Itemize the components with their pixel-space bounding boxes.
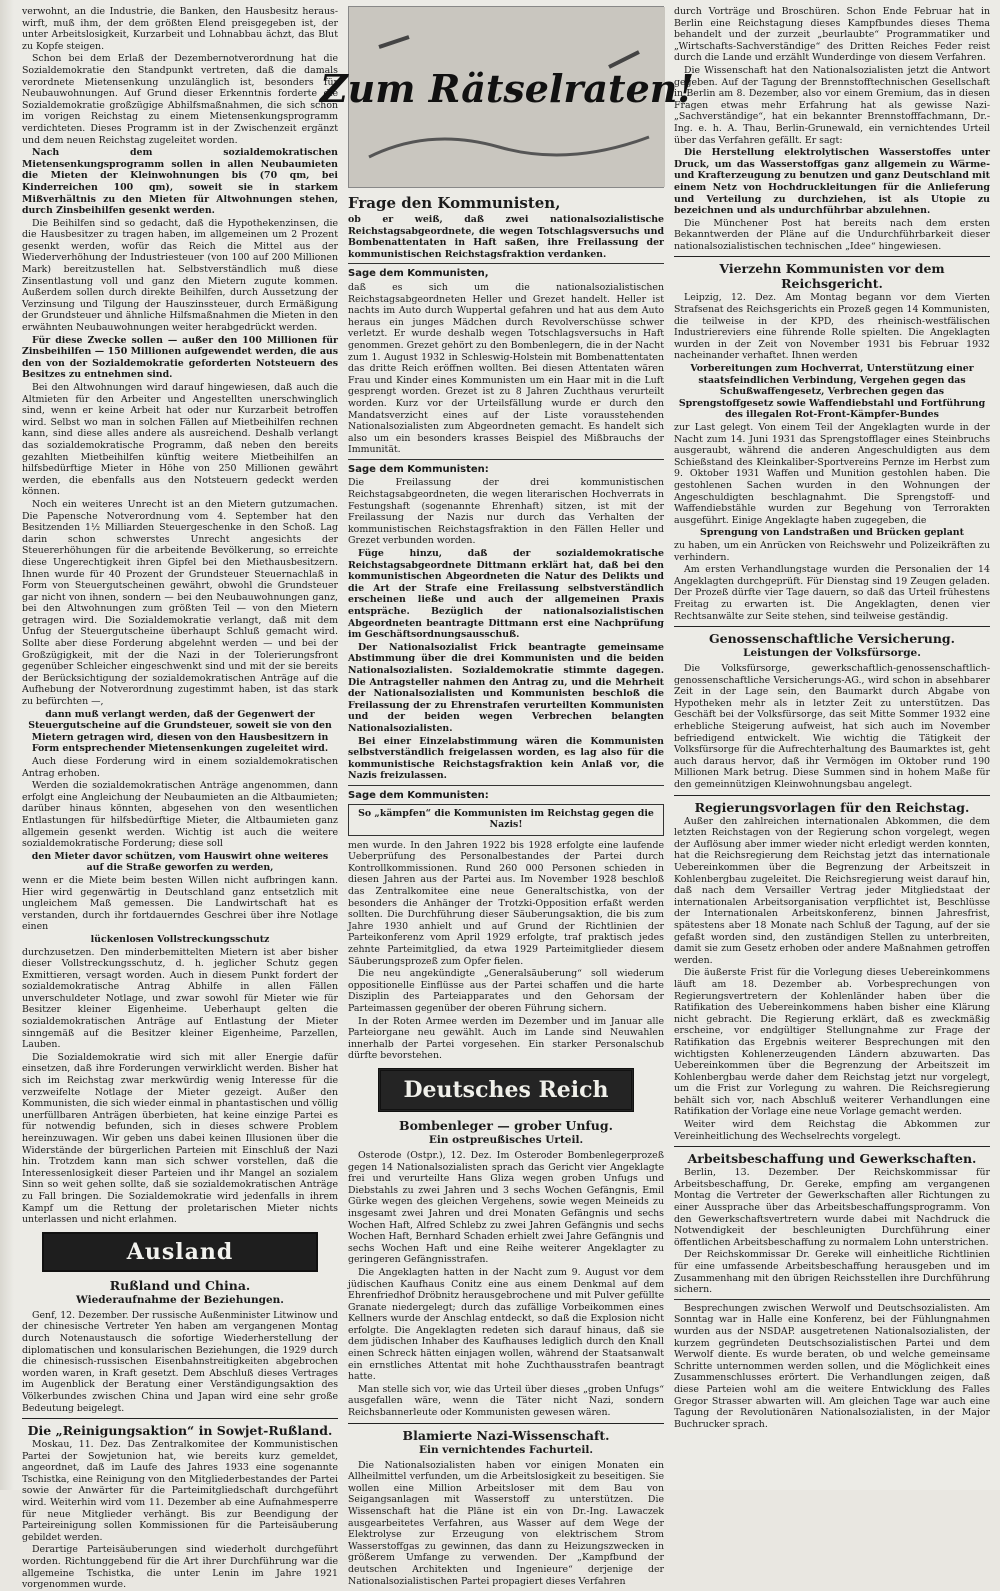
article-text: Bei den Altwohnungen wird darauf hingewiesen, daß auch die Altmieten für den Arbeiter und Angestellten unerschwinglich sind, wenn er keine Arbeit hat oder nur Kurzarbeit betroffen wird. Selbst wo man in solchen Fällen auf Mietbeihilfen rechnen kann, sind diese alles andere als ausreichend. Deshalb verlangt das sozialdemokratische Programm, daß neben den bereits gezahlten Mietbeihilfen künftig weitere Mietbeihilfen an hilfsbedürftige Mieter in Höhe von 250 Millionen gewährt werden, die ebenfalls aus den Notsteuern gedeckt werden können. (22, 382, 338, 498)
headline: Arbeitsbeschaffung und Gewerkschaften. (687, 1151, 977, 1167)
divider (22, 1418, 338, 1419)
article-text: Auch diese Forderung wird in einem sozialdemokratischen Antrag erhoben. (22, 756, 338, 779)
article-text: Besprechungen zwischen Werwolf und Deutschsozialisten. Am Sonntag war in Halle eine Konferenz, bei der Fühlungnahmen wurden aus der NSDAP. ausgetretenen Nationalsozialisten, der kurzem gegründeten Deutschsozialistischen Partei und dem Werwolf diente. Es wurde beraten, ob und welche gemeinsame Schritte unternommen werden sollen, und die Möglichkeit eines Zusammenschlusses erörtert. Die Verhandlungen zeigen, daß diese Parteien wohl am die weitere Entwicklung des Falles Gregor Strasser abwarten will. Am gleichen Tage war auch eine Tagung der Revolutionären Nationalsozialisten, in der Major Buchrucker sprach. (674, 1302, 990, 1430)
cartoon-drawing (319, 7, 695, 187)
divider (348, 263, 664, 264)
headline: Die „Reinigungsaktion“ in Sowjet-Rußland. (27, 1423, 333, 1439)
headline: Genossenschaftliche Versicherung. (708, 631, 956, 647)
article-text: Berlin, 13. Dezember. Der Reichskommissar für Arbeitsbeschaffung, Dr. Gereke, empfing am vergangenen Montag die Vertreter der Gewerkschaften aller Richtungen zu einer Aussprache über das Arbeitsbeschaffungsprogramm. Von den Gewerkschaftsvertretern wurde dabei mit Nachdruck die Notwendigkeit der beschleunigten Durchführung einer öffentlichen Arbeitsbeschaffung zu normalem Lohn unterstrichen. (674, 1167, 990, 1248)
quote-box (348, 804, 664, 836)
divider (674, 626, 990, 627)
headline: Regierungsvorlagen für den Reichstag. (694, 799, 970, 815)
article-text: Die neu angekündigte „Generalsäuberung“ soll wiederum oppositionelle Einflüsse aus der Partei schaffen und die harte Disziplin des Parteiapparates und den Gehorsam der Parteimassen gegenüber der oberen Führung sichern. (348, 968, 664, 1014)
article-text: Die Beihilfen sind so gedacht, daß die Hypothekenzinsen, die die Hausbesitzer zu tragen haben, im allgemeinen um 2 Prozent gesenkt werden, wofür das Reich die Mittel aus der Wiederverhöhung der Industriesteuer (von 100 auf 200 Millionen Mark) bereitzustellen hat. Selbstverständlich muß diese Zinsentlastung voll und ganz den Mietern zugute kommen. Außerdem sollen durch direkte Beihilfen, durch Aussetzung der Verzinsung und Tilgung der Hauszinssteuer, durch Ermäßigung der Grundsteuer und ähnliche Hilfsmaßnahmen die Mieten in den erwähnten Neubauwohnungen weiter herabgedrückt werden. (22, 217, 338, 334)
article-text: Die Freilassung der drei kommunistischen Reichstagsabgeordneten, die wegen literarischen Hochverrats in Festungshaft (sogenannte Ehrenhaft) sitzen, ist mit der Freilassung der Nazis nur durch das Verhalten der kommunistischen Reichstagsfraktion in den Fällen Heller und Grezet verbunden worden. (348, 477, 664, 547)
article-text: wenn er die Miete beim besten Willen nicht aufbringen kann. Hier wird gegenwärtig in Deutschland ganz entsetzlich mit ungleichem Maß gemessen. Die Landwirtschaft hat es verstanden, durch ihr fortdauerndes Geschrei über ihre Notlage einen (22, 874, 338, 933)
cartoon-illustration (319, 6, 695, 188)
article-text-bold: Für diese Zwecke sollen — außer den 100 Millionen für Zinsbeihilfen — 150 Millionen aufgewendet werden, die aus den von der Sozialdemokratie geforderten Notsteuern des Besitzes zu entnehmen sind. (22, 334, 338, 381)
article-text-bold: Die Herstellung elektrolytischen Wasserstoffes unter Druck, um das Wasserstoffgas ganz allgemein zu Wärme- und Krafterzeugung zu benutzen und ganz Deutschland mit einem Netz von Hochdruckleitungen für die Anlieferung und Verteilung zu durchziehen, ist als Utopie zu bezeichnen und als undurchführbar abzulehnen. (674, 147, 990, 217)
article-text-bold: dann muß verlangt werden, daß der Gegenwert der Steuergutscheine auf die Grundsteuer, soweit sie von den Mietern getragen wird, diesen von den Hausbesitzern in Form entsprechender Mietensenkungen zugeleitet wird. (28, 708, 332, 755)
subheading: Sage dem Kommunisten, (348, 268, 489, 280)
article-text-bold: Vorbereitungen zum Hochverrat, Unterstützung einer staatsfeindlichen Verbindung, Vergehen gegen das Schußwaffengesetz, Verbrechen gegen das Sprengstoffgesetz sowie Waffendiebstahl und Fortführung des illegalen Rot-Front-Kämpfer-Bundes (678, 363, 986, 421)
subheading: Sage dem Kommunisten: (348, 789, 489, 801)
article-text: Die Nationalsozialisten haben vor einigen Monaten ein Allheilmittel verfunden, um die Arbeitslosigkeit zu beseitigen. Sie wollen eine Million Arbeitsloser mit dem Bau von Seigangsanlagen mit Wasserstoff zu unterstützen. Die Wissenschaft hat die Pläne ist ein von Dr.-Ing. Lawaczek ausgearbeitetes Verfahren, aus Wasser auf dem Wege der Elektrolyse zur Erzeugung von elektrischem Strom Wasserstoffgas zu gewinnen, das dann zu Heizungszwecken in größerem Umfange zu verwenden. Der „Kampfbund der deutschen Architekten und Ingenieure“ derjenige der Nationalsozialistischen Partei propagiert dieses Verfahren (348, 1459, 664, 1587)
article-text: durchzusetzen. Den minderbemittelten Mietern ist aber bisher dieser Vollstreckungsschutz, d. h. jeglicher Schutz gegen Exmittieren, versagt worden. Auch in diesem Punkt fordert der sozialdemokratische Antrag Abhilfe in allen Fällen unverschuldeter Notlage, und zwar sowohl für Mieter wie für Besitzer kleiner Eigenheime. Ueberhaupt gelten die sozialdemokratischen Anträge auf Entlastung der Mieter sinngemäß auf die Besitzer kleiner Eigenheime, Parzellen, Lauben. (22, 946, 338, 1051)
divider (674, 256, 990, 257)
article-text: Die Sozialdemokratie wird sich mit aller Energie dafür einsetzen, daß ihre Forderungen verwirklicht werden. Bisher hat sich im Reichstag zwar merkwürdig wenig Interesse für die verzweifelte Notlage der Mieter gezeigt. Außer den Kommunisten, die sich wieder einmal in phantastischen und völlig unerfüllbaren Anträgen überbieten, hat keine einzige Partei es für notwendig befunden, sich in dieses schwere Problem hereinzuwagen. Wir geben uns dabei keinen Illusionen über die Widerstände der bürgerlichen Parteien mit Einschluß der Nazi hin. Trotzdem kann man sich schwer vorstellen, daß die Interessenlosigkeit dieser Parteien und ihr Mangel an sozialem Sinn so weit gehen sollte, daß sie sozialdemokratischen Anträge zu Fall bringen. Die Sozialdemokratie wird jedenfalls in ihrem Kampf um die Rettung der proletarischen Mieter nichts unterlassen und nicht erlahmen. (22, 1051, 338, 1226)
divider (674, 1299, 990, 1300)
article-text: men wurde. In den Jahren 1922 bis 1928 erfolgte eine laufende Ueberprüfung des Personalbestandes der Partei durch Kontrollkommissionen. Rund 260 000 Personen schieden in diesen Jahren aus der Partei aus. Im November 1928 beschloß das Zentralkomitee eine neue Generaltschistka, von der besonders die Anhänger der Trotzki-Opposition erfaßt werden sollten. Die Durchführung dieser Säuberungsaktion, die bis zum Jahre 1930 anhielt und auf Grund der Richtlinien der Parteikonferenz vom April 1929 erfolgte, traf praktisch jedes zehnte Parteimitglied, da etwa 1929 Parteimitglieder diesem Säuberungsprozeß zum Opfer fielen. (348, 839, 664, 967)
article-text: Weiter wird dem Reichstag die Abkommen zur Vereinheitlichung des Wechselrechts vorgelegt. (674, 1119, 990, 1142)
headline: Bombenleger — grober Unfug. (399, 1117, 613, 1133)
section-banner-ausland: Ausland (42, 1232, 318, 1272)
column-right (674, 6, 990, 1490)
column-middle (319, 6, 695, 1587)
article-text: Die äußerste Frist für die Vorlegung dieses Uebereinkommens läuft am 18. Dezember ab. Vorbesprechungen von Regierungsvertretern der Kohlenländer haben über die Ratifikation des Uebereinkommens haben bisher eine Klärung nicht gebracht. Die Regierung erklärt, daß es zweckmäßig erscheine, vor endgültiger Stellungnahme zur Frage der Ratifikation das Ergebnis weiterer Besprechungen mit den wichtigsten Kohlenerzeugenden Ländern abzuwarten. Das Uebereinkommen über die Begrenzung der Arbeitszeit im Kohlenbergbau werde daher dem Reichstag jetzt nur vorgelegt, um die Frist zur Vorlegung zu wahren. Die Reichsregierung behält sich vor, nach Abschluß weiterer Verhandlungen eine Ratifikation der Vorlage eine neue Vorlage gemacht werden. (674, 967, 990, 1118)
divider (348, 1423, 664, 1424)
article-text-bold: Der Nationalsozialist Frick beantragte gemeinsame Abstimmung über die drei Kommunisten und die beiden Nationalsozialisten. Sozialdemokratie stimmte dagegen. Die Antragsteller nahmen den Antrag zu, und die Mehrheit der Nationalsozialisten und Kommunisten beschloß die Freilassung der zu Ehrenstrafen verurteilten Kommunisten und der beiden wegen Verbrechen belangten Nationalsozialisten. (348, 641, 664, 734)
headline: Frage den Kommunisten, (348, 194, 561, 212)
divider (674, 795, 990, 796)
article-text: verwohnt, an die Industrie, die Banken, den Hausbesitz heraus-wirft, muß ihm, der dem größten Elend preisgegeben ist, der unter Arbeitslosigkeit, Kurzarbeit und Lohnabbau ächzt, das Blut zu Kopfe steigen. (22, 6, 338, 52)
subheading: Sage dem Kommunisten: (348, 463, 489, 475)
article-text: Der Reichskommissar Dr. Gereke will einheitliche Richtlinien für eine umfassende Arbeitsbeschaffung herausgeben und im Zusammenhang mit den übrigen Reichsstellen ihre Durchführung sichern. (674, 1249, 990, 1296)
article-text-bold: Sprengung von Landstraßen und Brücken geplant (700, 527, 964, 539)
article-text: In der Roten Armee werden im Dezember und im Januar alle Parteiorgane neu gewählt. Auch im Lande sind Neuwahlen innerhalb der Partei vorgesehen. Ein starker Personalschub dürfte bevorstehen. (348, 1015, 664, 1062)
article-text-bold: Füge hinzu, daß der sozialdemokratische Reichstagsabgeordnete Dittmann erklärt hat, daß bei den kommunistischen Abgeordneten die Natur des Delikts und die Art der Strafe eine Freilassung selbstverständlich erscheinen ließe und auch der allgemeinen Praxis entspräche. Bezüglich der nationalsozialistischen Abgeordneten beantragte Dittmann erst eine Nachprüfung im Geschäftsordnungsausschuß. (348, 548, 664, 641)
article-text-bold: lückenlosen Vollstreckungsschutz (90, 933, 270, 945)
article-text: daß es sich um die nationalsozialistischen Reichstagsabgeordneten Heller und Grezet handelt. Heller ist nachts im Auto durch Wuppertal gefahren und hat aus dem Auto heraus ein junges Mädchen durch Revolverschüsse schwer verletzt. Er wurde deshalb wegen Totschlagsversuchs in Haft genommen. Grezet gehört zu den Bombenlegern, die in der Nacht zum 1. August 1932 in Schleswig-Holstein mit Bombenattentaten das dritte Reich eröffnen wollten. Bei diesen Attentaten wären Frau und Kinder eines Kommunisten um ein Haar mit in die Luft gesprengt worden. Grezet ist zu 8 Jahren Zuchthaus verurteilt worden. Kurz vor der Urteilsfällung wurde er durch den Mandatsverzicht eines auf der Liste vorausstehenden Nationalsozialisten zum Abgeordneten gemacht. Es handelt sich also um ein besonders krasses Beispiel des Mißbrauchs der Immunität. (348, 281, 664, 456)
article-text: durch Vorträge und Broschüren. Schon Ende Februar hat in Berlin eine Reichstagung dieses Kampfbundes dieses Thema behandelt und der zurzeit „beurlaubte“ Programmatiker und „Wirtschafts-Sachverständige“ des Dritten Reiches Feder reist durch die Lande und erzählt Wunderdinge von diesem Verfahren. (674, 6, 990, 64)
headline: Rußland und China. (109, 1277, 251, 1293)
article-text: Die Volksfürsorge, gewerkschaftlich-genossenschaftlich-genossenschaftliche Versicherungs-AG., wird schon in absehbarer Zeit in der Lage sein, den Baumarkt durch Abgabe von Hypotheken mehr als in letzter Zeit zu unterstützen. Das Geschäft bei der Volksfürsorge, das seit Mitte Sommer 1932 eine erhebliche Steigerung aufweist, hat sich auch im November befriedigend entwickelt. Wie wichtig die Tätigkeit der Volksfürsorge für die Aufrechterhaltung des Baumarktes ist, geht auch daraus hervor, daß ihr Vermögen im Oktober rund 190 Millionen Mark betrug. Diese Summen sind in hohem Maße für den gemeinnützigen Kleinwohnungsbau angelegt. (674, 663, 990, 791)
subheadline: Ein ostpreußisches Urteil. (428, 1133, 584, 1146)
article-text: Schon bei dem Erlaß der Dezembernotverordnung hat die Sozialdemokratie den Standpunkt vertreten, daß die damals verordnete Mietensenkung unzulänglich ist, besonders für Neubauwohnungen. Auf Grund dieser Erkenntnis forderte die Sozialdemokratie großzügige Abhilfsmaßnahmen, die sich schon im vorigen Reichstag zu einem Mietensenkungsprogramm verdichteten. Dieses Programm ist in der Zwischenzeit ergänzt und dem neuen Reichstag zugeleitet worden. (22, 53, 338, 146)
article-text-bold: den Mieter davor schützen, vom Hauswirt ohne weiteres auf die Straße geworfen zu werden, (31, 850, 329, 874)
article-text: Werden die sozialdemokratischen Anträge angenommen, dann erfolgt eine Angleichung der Neubaumieten an die Altbaumieten; darüber hinaus könnten, abgesehen von den wesentlichen Entlastungen für hilfsbedürftige Mieter, die Altbaumieten ganz allgemein gesenkt werden. Wichtig ist auch die weitere sozialdemokratische Forderung; diese soll (22, 780, 338, 850)
article-text: Leipzig, 12. Dez. Am Montag begann vor dem Vierten Strafsenat des Reichsgerichts ein Prozeß gegen 14 Kommunisten, die teilweise in der KPD, des rheinisch-westfälischen Industriereviers eine führende Rolle spielten. Die Angeklagten wurden in der Zeit von November 1931 bis Februar 1932 nacheinander verhaftet. Ihnen werden (674, 292, 990, 362)
article-text: Die Münchener Post hat bereits nach dem ersten Bekanntwerden der Pläne auf die Undurchführbarkeit dieser nationalsozialistischen technischen „Idee“ hingewiesen. (674, 217, 990, 252)
cartoon-title: Zum Rätselraten! (319, 66, 695, 111)
article-text-bold: Bei einer Einzelabstimmung wären die Kommunisten selbstverständlich freigelassen worden, es lag also für die kommunistische Reichstagsfraktion kein Anlaß vor, die Nazis freizulassen. (348, 735, 664, 782)
article-text-bold: Nach dem sozialdemokratischen Mietensenkungsprogramm sollen in allen Neubaumieten die Mieten der Kleinwohnungen bis (70 qm, bei Kinderreichen 100 qm), soweit sie in starkem Mißverhältnis zu den Mieten für Altwohnungen stehen, durch Zinsbeihilfen gesenkt werden. (22, 147, 338, 217)
subheadline: Ein vernichtendes Fachurteil. (418, 1443, 594, 1456)
divider (674, 1146, 990, 1147)
article-text: Genf, 12. Dezember. Der russische Außenminister Litwinow und der chinesische Vertreter Yen haben am vergangenen Montag durch Notenaustausch die sofortige Wiederherstellung der diplomatischen und konsularischen Beziehungen, die 1929 durch die chinesisch-russischen Eisenbahnstreitigkeiten abgebrochen worden waren, in Kraft gesetzt. Dem Abschluß dieses Vertrages im Augenblick der Beratung einer Verständigungsaktion des Völkerbundes zwischen China und Japan wird eine sehr große Bedeutung beigelegt. (22, 1309, 338, 1414)
article-text: Moskau, 11. Dez. Das Zentralkomitee der Kommunistischen Partei der Sowjetunion hat, wie bereits kurz gemeldet, angeordnet, daß im Laufe des Jahres 1933 eine sogenannte Tschistka, eine Reinigung von den Mitgliederbestandes der Partei sowie der Anwärter für die Parteimitgliedschaft durchgeführt wird. Weiterhin wird vom 11. Dezember ab eine Aufnahmesperre für neue Mitglieder verhängt. Bis zur Beendigung der Parteireinigung sollen Kommissionen für die Parteisäuberung gebildet werden. (22, 1439, 338, 1543)
article-text: Außer den zahlreichen internationalen Abkommen, die dem letzten Reichstagen von der Regierung schon vorgelegt, wegen der Auflösung aber immer wieder nicht erledigt werden konnten, hat die Reichsregierung dem Reichstag jetzt das internationale Uebereinkommen über die Begrenzung der Arbeitszeit in Kohlenbergbau zugeleitet. Die Reichsregierung weist darauf hin, daß nach dem Versailler Vertrag jeder Mitgliedstaat der internationalen Arbeitsorganisation verpflichtet ist, Beschlüsse der Internationalen Arbeitskonferenz, binnen Jahresfrist, spätestens aber 18 Monate nach Schluß der Tagung, auf der sie gefaßt worden sind, den zuständigen Stellen zu unterbreiten, damit sie zum Gesetz erhoben oder andere Maßnahmen getroffen werden. (674, 815, 990, 966)
divider (348, 785, 664, 786)
quote-text: So „kämpfen“ die Kommunisten im Reichstag gegen die Nazis! (358, 807, 654, 831)
article-text: ob er weiß, daß zwei nationalsozialistische Reichstagsabgeordnete, die wegen Totschlagsversuchs und Bombenattentaten in Haft saßen, ihre Freilassung der kommunistischen Reichstagsfraktion verdanken. (348, 214, 664, 260)
article-text: Man stelle sich vor, wie das Urteil über dieses „groben Unfugs“ ausgefallen wäre, wenn die Täter nicht Nazi, sondern Reichsbannerleute oder Kommunisten gewesen wären. (348, 1383, 664, 1419)
article-text: Die Angeklagten hatten in der Nacht zum 9. August vor dem jüdischen Kaufhaus Conitz eine aus einem Denkmal auf dem Ehrenfriedhof Dröbnitz herausgebrochene und mit Pulver gefüllte Granate niedergelegt; durch das zufällige Vorbeikommen eines Kellners wurde der Anschlag entdeckt, so daß die Explosion nicht erfolgte. Die Angeklagten redeten sich darauf hinaus, daß sie dem jüdischen Inhaber des Kaufhauses lediglich durch den Knall einen Schreck hätten einjagen wollen, während der Staatsanwalt ein ernstliches Attentat mit hohe Zuchthausstrafen beantragt hatte. (348, 1266, 664, 1383)
article-text: Am ersten Verhandlungstage wurden die Personalien der 14 Angeklagten durchgeprüft. Für Dienstag sind 19 Zeugen geladen. Der Prozeß dürfte vier Tage dauern, so daß das Urteil frühestens Freitag zu erwarten ist. Die Angeklagten, denen vier Rechtsanwälte zur Seite stehen, sind teilweise geständig. (674, 564, 990, 622)
subheadline: Leistungen der Volksfürsorge. (743, 647, 921, 660)
article-text: Noch ein weiteres Unrecht ist an den Mietern gutzumachen. Die Papensche Notverordnung vom 4. September hat den Besitzenden 1½ Milliarden Steuergeschenke in den Schoß. Lag darin schon schwerstes Unrecht angesichts der Steuererhöhungen für die arbeitende Bevölkerung, so erreichte diese Ungerechtigkeit ihren Gipfel bei den Miethausbesitzern. Ihnen wurde für 40 Prozent der Grundsteuer Steuernachlaß in Form von Steuergutscheinen gewährt, obwohl die Grundsteuer gar nicht von ihnen, sondern — bei den Neubauwohnungen ganz, bei den Altwohnungen zum größten Teil — von den Mietern getragen wird. Die Sozialdemokratie verlangt, daß mit dem Unfug der Steuergutscheine überhaupt Schluß gemacht wird. Sollte aber diese Forderung abgelehnt werden — und bei der Großzügigkeit, mit der die Nazi in der Tolerierungsfront gegenüber Schleicher eingeschwenkt sind und mit der sie bereits der Berücksichtigung der sozialdemokratischen Anträge auf die Aufhebung der Notverordnung zugestimmt haben, ist das stark zu befürchten —, (22, 498, 338, 708)
headline: Vierzehn Kommunisten vor dem Reichsgericht. (719, 261, 945, 292)
article-text: Die Wissenschaft hat den Nationalsozialisten jetzt die Antwort gegeben. Auf der Tagung der Brennstofftechnischen Gesellschaft in Berlin am 8. Dezember, also vor einem Gremium, das in diesen Fragen etwas mehr Erfahrung hat als gewisse Nazi-„Sachverständige“, hat ein bekannter Brennstofffachmann, Dr.-Ing. e. h. A. Thau, Berlin-Grunewald, ein vernichtendes Urteil über das Verfahren gefällt. Er sagt: (674, 64, 990, 146)
article-text: Derartige Parteisäuberungen sind wiederholt durchgeführt worden. Richtunggebend für die Art ihrer Durchführung war die allgemeine Tschistka, die unter Lenin im Jahre 1921 vorgenommen wurde. (22, 1544, 338, 1591)
divider (348, 459, 664, 460)
article-text: zur Last gelegt. Von einem Teil der Angeklagten wurde in der Nacht zum 14. Juni 1931 das Sprengstofflager eines Steinbruchs ausgeraubt, während die anderen Angeschuldigten aus dem Schießstand des Kleinkaliber-Sportvereins Pernze im Herbst zum 9. Oktober 1931 Waffen und Munition gestohlen haben. Die gestohlenen Sachen wurden in den Wohnungen der Angeschuldigten beschlagnahmt. Die Sprengstoff- und Waffendiebstähle wurden zur Begehung von Terrorakten ausgeführt. Einige Angeklagte haben zugegeben, die (674, 422, 990, 526)
headline: Blamierte Nazi-Wissenschaft. (402, 1427, 610, 1443)
subheadline: Wiederaufnahme der Beziehungen. (76, 1293, 284, 1306)
article-text: Osterode (Ostpr.), 12. Dez. Im Osteroder Bombenlegerprozeß gegen 14 Nationalsozialisten sprach das Gericht vier Angeklagte frei und verurteilte Hans Gliza wegen groben Unfugs und Diebstahls zu zwei Jahren und 3 sechs Wochen Gefängnis, Emil Gürke wegen des gleichen Vergehens, sowie wegen Meineids zu insgesamt zwei Jahren und drei Monaten Gefängnis und sechs Wochen Haft, Alfred Schlebz zu zwei Jahren Gefängnis und sechs Wochen Haft, Bernhard Schaden erhielt zwei Jahre Gefängnis und sechs Wochen Haft und eine Reihe weiterer Angeklagter zu geringeren Gefängnisstrafen. (348, 1149, 664, 1266)
section-banner-deutsches-reich: Deutsches Reich (378, 1068, 634, 1112)
column-left (22, 6, 338, 1591)
article-text: zu haben, um ein Anrücken von Reichswehr und Polizeikräften zu verhindern. (674, 539, 990, 563)
